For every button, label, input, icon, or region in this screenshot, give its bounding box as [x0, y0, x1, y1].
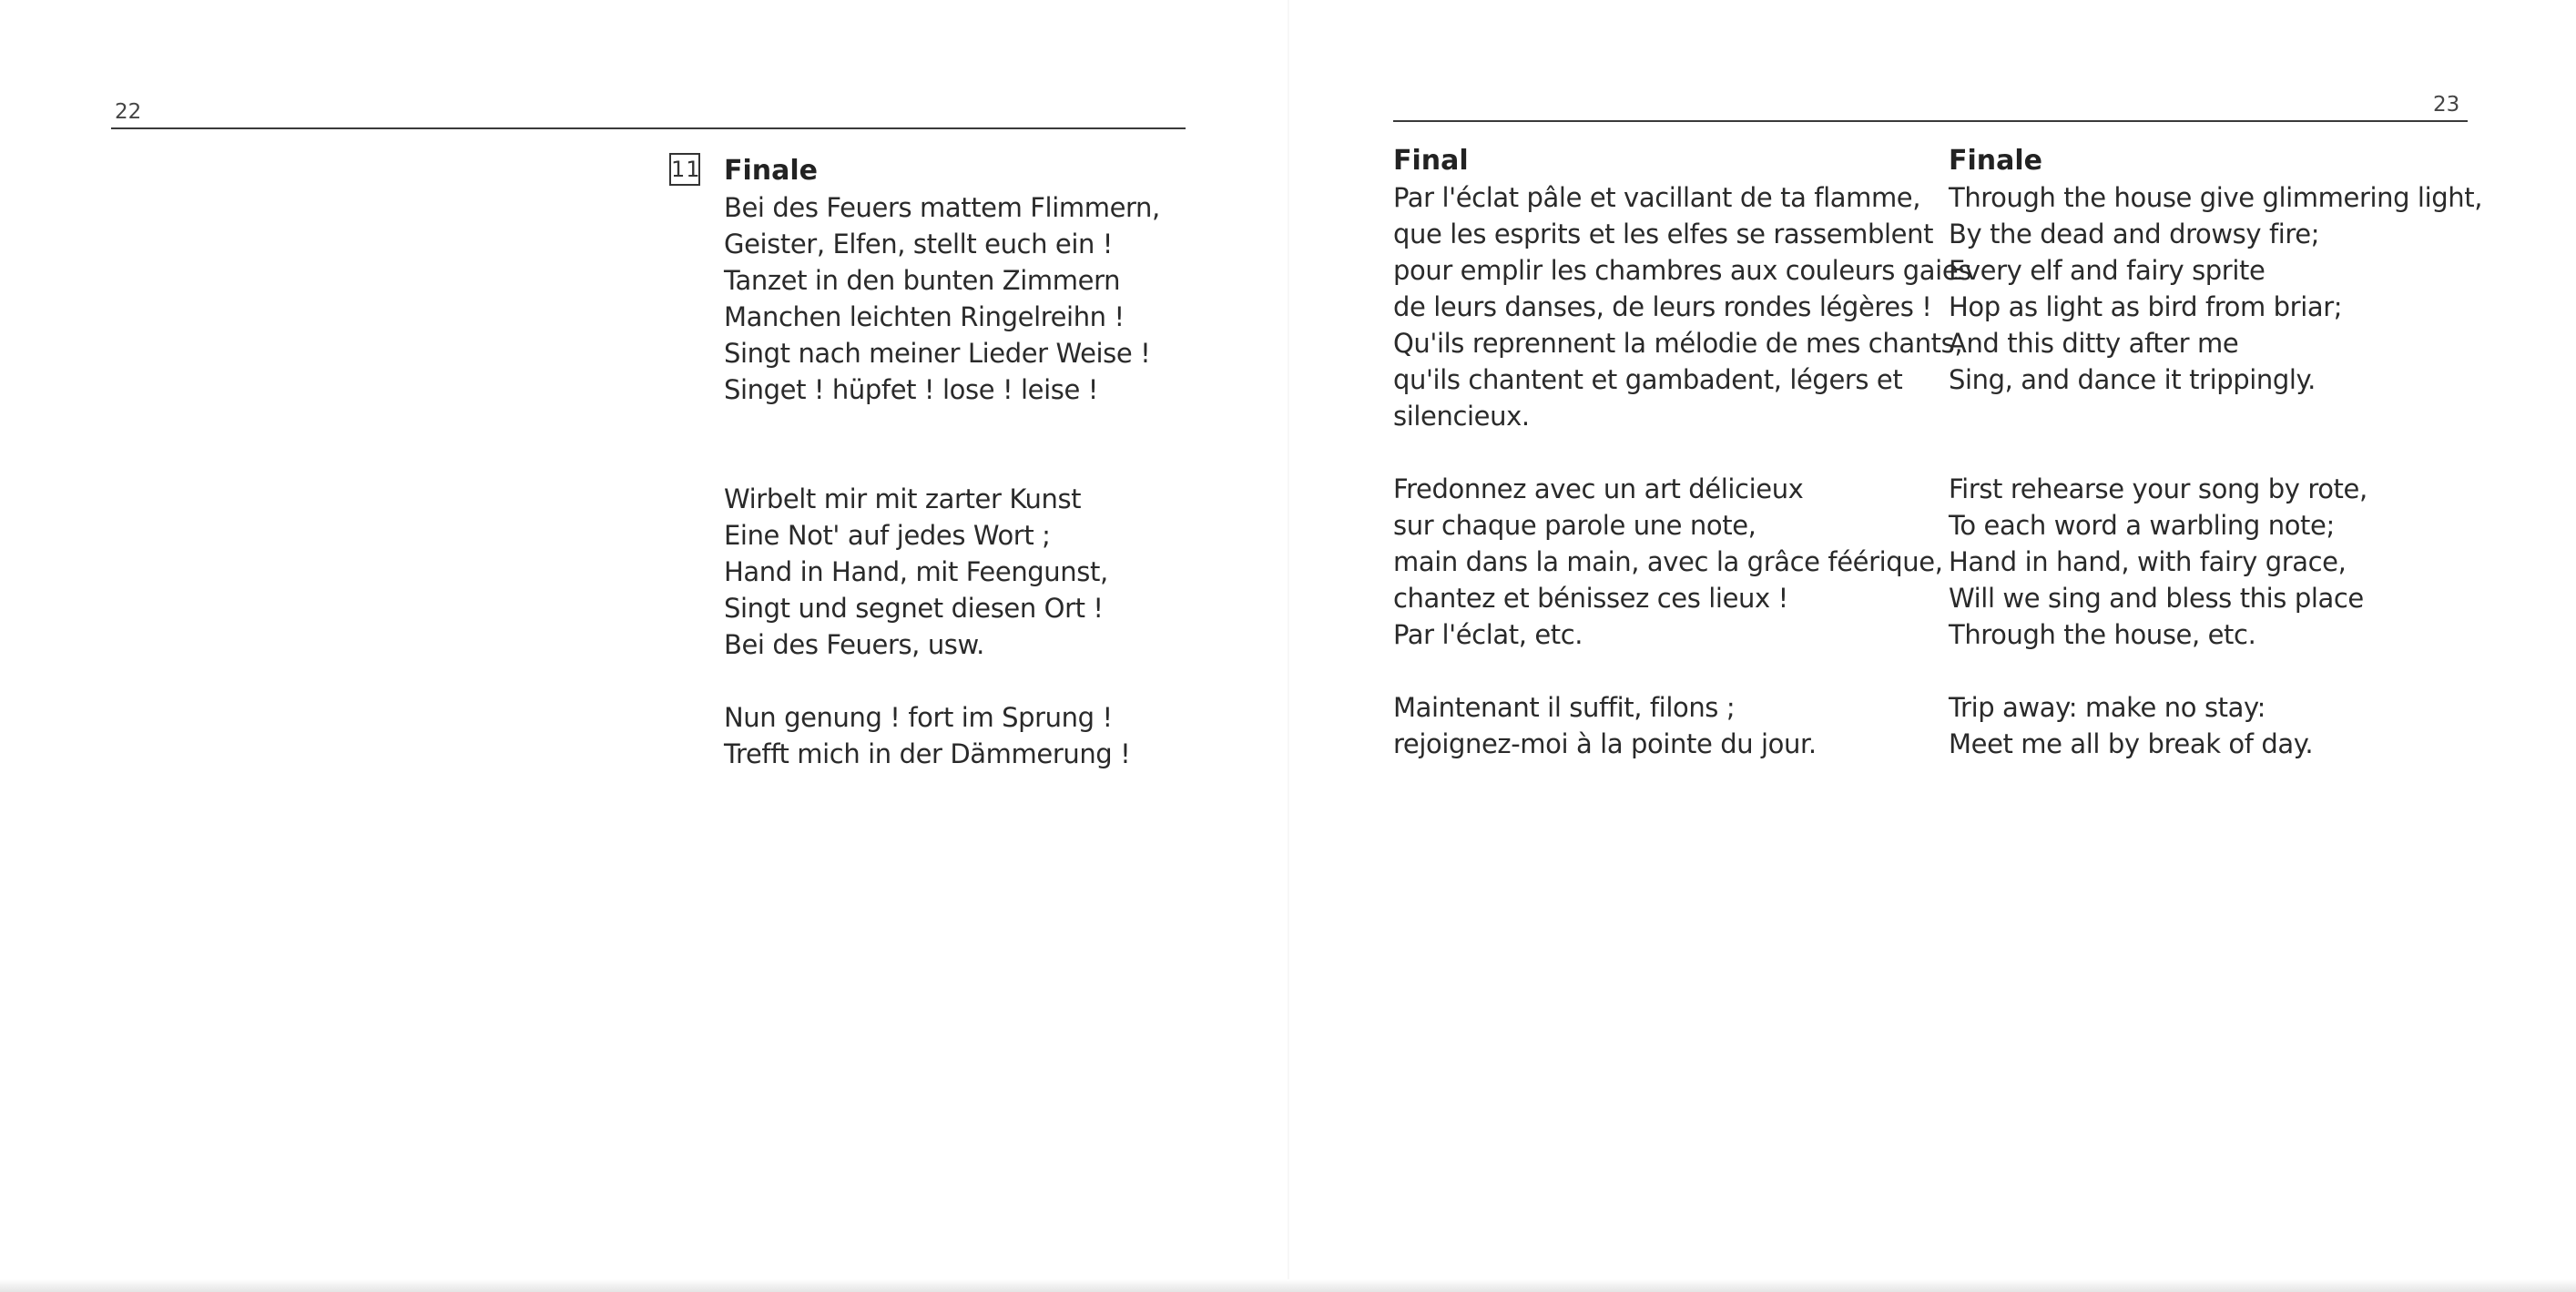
- german-title: Finale: [724, 155, 819, 187]
- english-line: Hop as light as bird from briar;: [1949, 291, 2343, 322]
- german-stanza-1: [724, 189, 1160, 408]
- german-stanza-3: [724, 699, 1160, 772]
- page-number-right: 23: [2433, 93, 2460, 117]
- french-line: pour emplir les chambres aux couleurs gaies: [1393, 255, 1971, 286]
- french-line: de leurs danses, de leurs rondes légères !: [1393, 291, 1932, 322]
- english-stanza-1: [1949, 179, 2482, 398]
- english-line: To each word a warbling note;: [1949, 510, 2335, 541]
- german-line: Eine Not' auf jedes Wort ;: [724, 520, 1051, 551]
- french-stanza-1: [1393, 179, 1971, 434]
- french-line: chantez et bénissez ces lieux !: [1393, 583, 1788, 614]
- english-line: Every elf and fairy sprite: [1949, 255, 2265, 286]
- english-line: Hand in hand, with fairy grace,: [1949, 546, 2347, 577]
- book-spine: [1288, 0, 1289, 1292]
- english-line: First rehearse your song by rote,: [1949, 473, 2367, 504]
- english-line: Sing, and dance it trippingly.: [1949, 364, 2316, 395]
- english-stanza-2: [1949, 471, 2482, 653]
- track-number-box: 11: [669, 153, 700, 186]
- english-line: Through the house, etc.: [1949, 619, 2256, 650]
- english-line: Through the house give glimmering light,: [1949, 182, 2483, 213]
- french-line: sur chaque parole une note,: [1393, 510, 1756, 541]
- german-stanza-2: [724, 481, 1160, 663]
- german-line: Nun genung ! fort im Sprung !: [724, 702, 1113, 733]
- english-title: Finale: [1949, 145, 2043, 177]
- german-line: Trefft mich in der Dämmerung !: [724, 738, 1131, 769]
- english-line: And this ditty after me: [1949, 328, 2239, 359]
- french-line: silencieux.: [1393, 401, 1530, 432]
- english-line: Meet me all by break of day.: [1949, 728, 2314, 759]
- french-line: rejoignez-moi à la pointe du jour.: [1393, 728, 1817, 759]
- french-line: Qu'ils reprennent la mélodie de mes chants,: [1393, 328, 1963, 359]
- french-line: qu'ils chantent et gambadent, légers et: [1393, 364, 1903, 395]
- french-line: Fredonnez avec un art délicieux: [1393, 473, 1804, 504]
- german-line: Hand in Hand, mit Feengunst,: [724, 556, 1108, 587]
- page-number-left: 22: [115, 100, 142, 124]
- english-stanza-3: [1949, 689, 2482, 762]
- german-line: Singt nach meiner Lieder Weise !: [724, 338, 1151, 369]
- english-line: Will we sing and bless this place: [1949, 583, 2364, 614]
- french-line: Maintenant il suffit, filons ;: [1393, 692, 1736, 723]
- french-line: Par l'éclat, etc.: [1393, 619, 1583, 650]
- german-line: Wirbelt mir mit zarter Kunst: [724, 483, 1082, 514]
- french-text-column: [1393, 143, 1971, 762]
- page-edge-shadow: [0, 1279, 2576, 1292]
- german-line: Manchen leichten Ringelreihn !: [724, 301, 1125, 332]
- english-line: Trip away: make no stay:: [1949, 692, 2266, 723]
- german-line: Geister, Elfen, stellt euch ein !: [724, 229, 1114, 259]
- german-line: Bei des Feuers, usw.: [724, 629, 984, 660]
- english-text-column: [1949, 143, 2482, 762]
- french-line: main dans la main, avec la grâce féérique,: [1393, 546, 1943, 577]
- french-stanza-3: [1393, 689, 1971, 762]
- french-stanza-2: [1393, 471, 1971, 653]
- german-line: Bei des Feuers mattem Flimmern,: [724, 192, 1160, 223]
- header-rule-left: [111, 127, 1186, 129]
- french-line: Par l'éclat pâle et vacillant de ta flamme,: [1393, 182, 1921, 213]
- french-title: Final: [1393, 145, 1469, 177]
- german-line: Singet ! hüpfet ! lose ! leise !: [724, 374, 1098, 405]
- french-line: que les esprits et les elfes se rassemblent: [1393, 219, 1934, 249]
- header-rule-right: [1393, 120, 2468, 122]
- german-line: Tanzet in den bunten Zimmern: [724, 265, 1121, 296]
- german-text-column: [724, 153, 1160, 772]
- german-line: Singt und segnet diesen Ort !: [724, 593, 1104, 624]
- english-line: By the dead and drowsy fire;: [1949, 219, 2320, 249]
